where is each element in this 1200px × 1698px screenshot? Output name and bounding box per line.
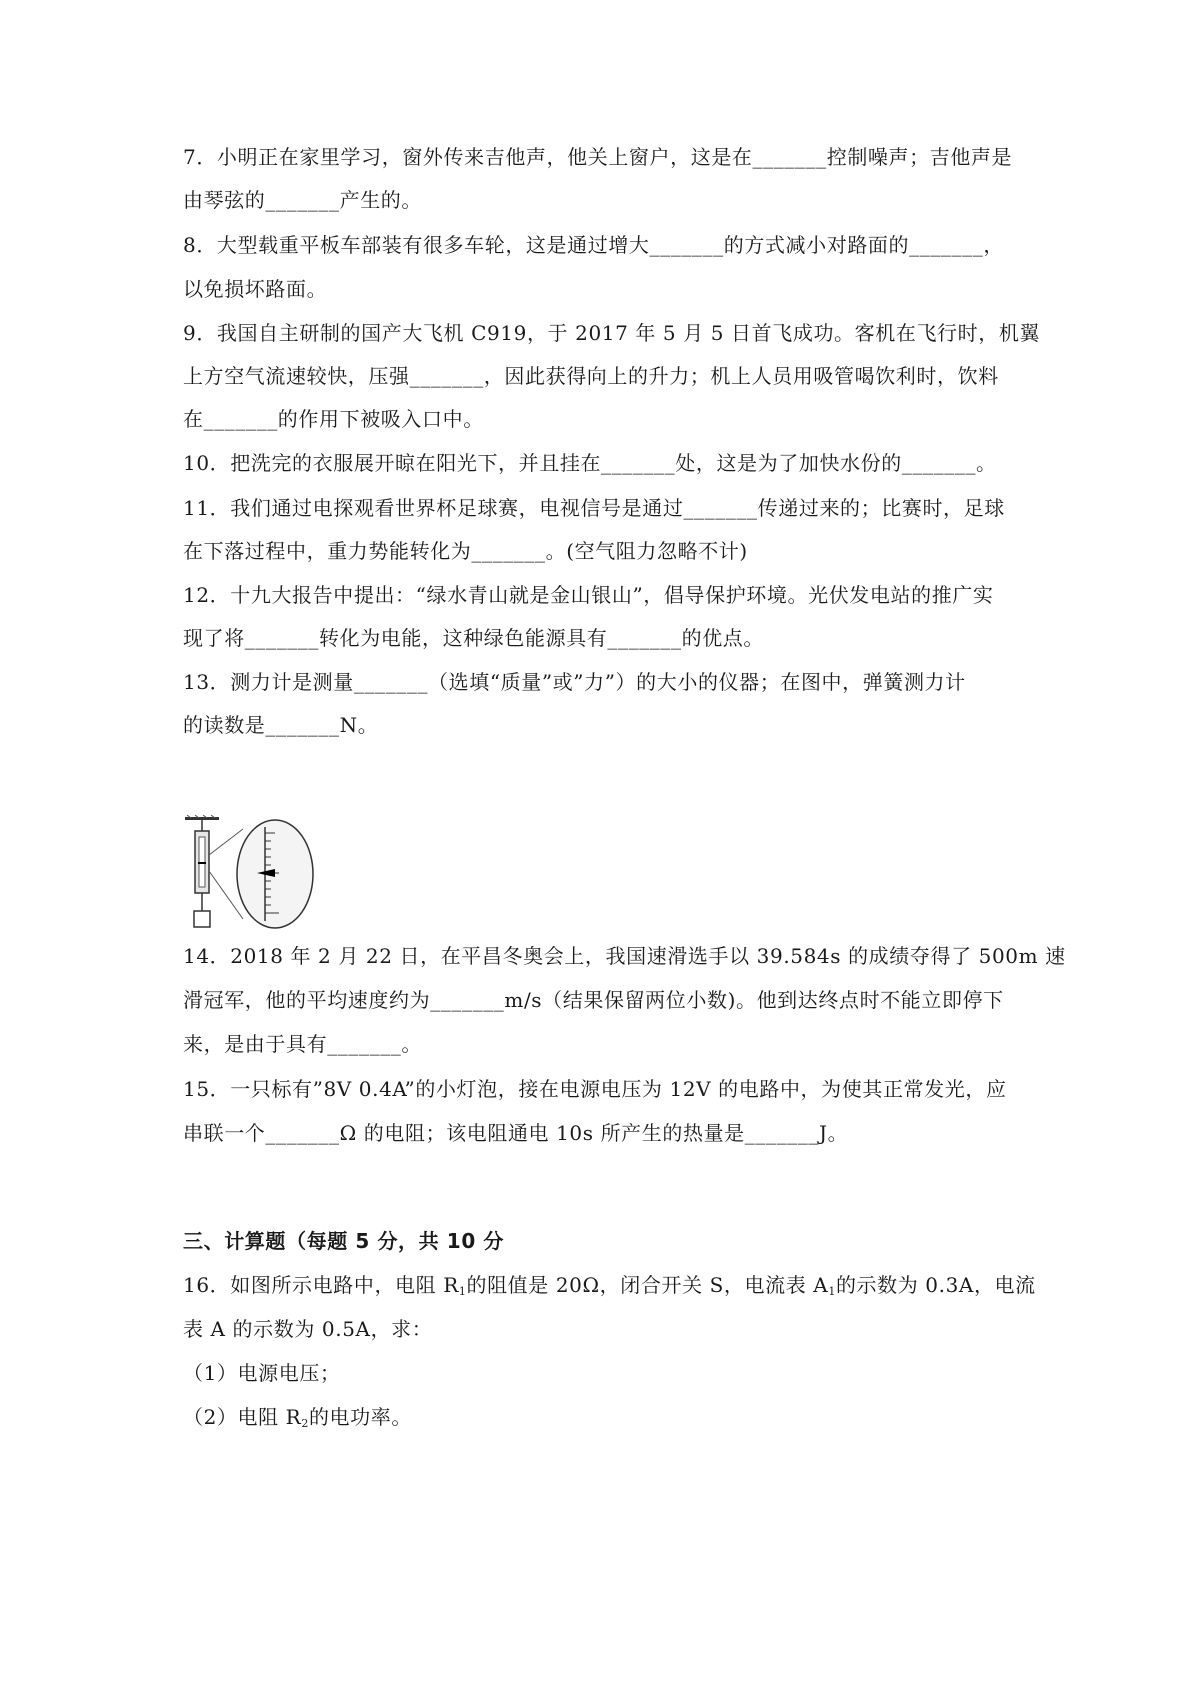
q11-line2: 在下落过程中，重力势能转化为_______。(空气阻力忽略不计) xyxy=(183,539,748,563)
q16-line4-part1: （2）电阻 R xyxy=(183,1405,302,1429)
r1-subscript: 1 xyxy=(458,1285,467,1298)
q9-line2: 上方空气流速较快，压强_______，因此获得向上的升力；机上人员用吸管喝饮利时，饮料 xyxy=(183,364,999,388)
section3-heading: 三、计算题（每题 5 分，共 10 分 xyxy=(183,1229,504,1253)
q8-line1: 8．大型载重平板车部装有很多车轮，这是通过增大_______的方式减小对路面的_______， xyxy=(183,233,1004,257)
spring-scale-figure xyxy=(183,815,323,933)
q15-line2: 串联一个_______Ω 的电阻；该电阻通电 10s 所产生的热量是_______J。 xyxy=(183,1121,849,1145)
q13-line1: 13．测力计是测量_______（选填“质量”或”力”）的大小的仪器；在图中，弹簧测力计 xyxy=(183,670,966,694)
q12-line2: 现了将_______转化为电能，这种绿色能源具有_______的优点。 xyxy=(183,626,764,650)
q14-line1: 14．2018 年 2 月 22 日，在平昌冬奥会上，我国速滑选手以 39.584s 的成绩夺得了 500m 速 xyxy=(183,944,1066,968)
q8-line2: 以免损坏路面。 xyxy=(183,277,328,301)
q10-line1: 10．把洗完的衣服展开晾在阳光下，并且挂在_______处，这是为了加快水份的_______。 xyxy=(183,451,997,475)
spring-scale-diagram xyxy=(183,815,323,933)
q16-line4-part2: 的电功率。 xyxy=(308,1405,412,1429)
zoom-line-top xyxy=(209,829,243,855)
q13-line2: 的读数是_______N。 xyxy=(183,713,379,737)
q7-line1: 7．小明正在家里学习，窗外传来吉他声，他关上窗户，这是在_______控制噪声；吉他声是 xyxy=(183,145,1013,169)
q9-line3: 在_______的作用下被吸入口中。 xyxy=(183,407,484,431)
q16-line3: （1）电源电压； xyxy=(183,1361,341,1385)
q16-line1 xyxy=(183,1271,1036,1299)
q14-line2: 滑冠军，他的平均速度约为_______m/s（结果保留两位小数)。他到达终点时不能立即停下 xyxy=(183,988,1004,1012)
q15-line1: 15．一只标有”8V 0.4A”的小灯泡，接在电源电压为 12V 的电路中，为使其正常发光，应 xyxy=(183,1077,1007,1101)
q16-line4 xyxy=(183,1403,412,1431)
q14-line3: 来，是由于具有_______。 xyxy=(183,1032,422,1056)
q9-line1: 9．我国自主研制的国产大飞机 C919，于 2017 年 5 月 5 日首飞成功。客机在飞行时，机翼 xyxy=(183,321,1041,345)
r2-subscript: 2 xyxy=(301,1417,309,1430)
q11-line1: 11．我们通过电探观看世界杯足球赛，电视信号是通过_______传递过来的；比赛时，足球 xyxy=(183,496,1005,520)
q7-line2: 由琴弦的_______产生的。 xyxy=(183,188,422,212)
a1-subscript: 1 xyxy=(828,1285,836,1298)
q16-line1-part1: 16．如图所示电路中，电阻 R xyxy=(183,1273,459,1297)
q16-line1-part2: 的阻值是 20Ω，闭合开关 S，电流表 A xyxy=(466,1273,829,1297)
block-a xyxy=(194,911,210,927)
q16-line1-part3: 的示数为 0.3A，电流 xyxy=(835,1273,1036,1297)
q16-line2: 表 A 的示数为 0.5A，求： xyxy=(183,1317,433,1341)
q12-line1: 12．十九大报告中提出：“绿水青山就是金山银山”，倡导保护环境。光伏发电站的推广实 xyxy=(183,583,994,607)
